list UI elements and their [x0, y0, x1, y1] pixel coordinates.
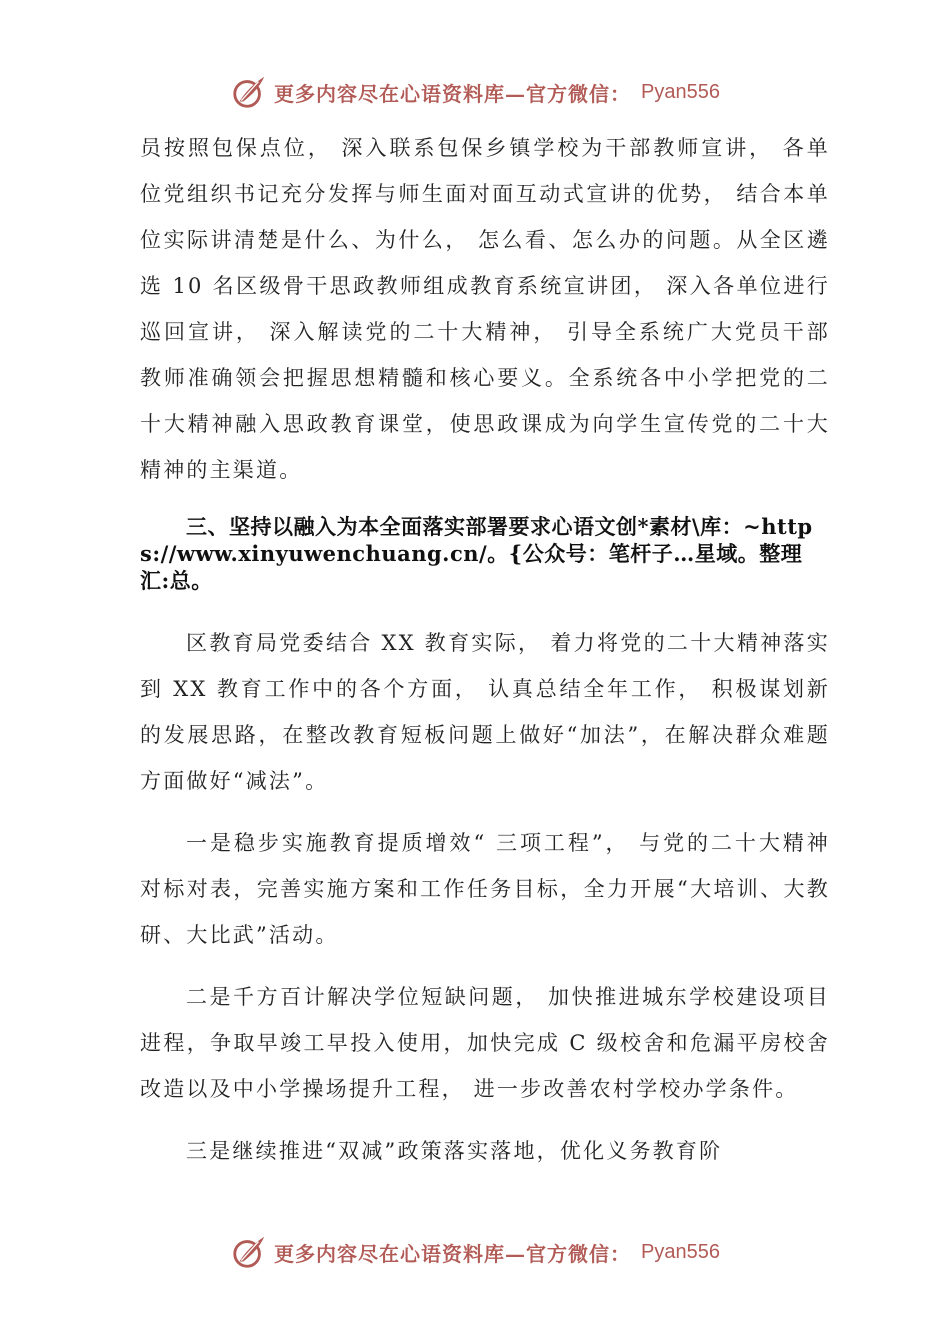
- watermark-footer: [0, 1232, 950, 1272]
- quill-logo-icon: [230, 73, 268, 111]
- document-body: [140, 125, 830, 1174]
- quill-logo-icon: [230, 1233, 268, 1271]
- watermark-header: [0, 72, 950, 112]
- paragraph: 一是稳步实施教育提质增效“ 三项工程”， 与党的二十大精神对标对表，完善实施方案和工作任务目标，全力开展“大培训、大教研、大比武”活动。: [140, 831, 830, 947]
- section-heading: 三、坚持以融入为本全面落实部署要求心语文创*素材\库：~https://www.xinyuwenchuang.cn/。{公众号：笔杆子…星域。整理汇:总。: [140, 514, 813, 593]
- watermark-text: 更多内容尽在心语资料库—官方微信：: [274, 1241, 632, 1266]
- paragraph: 二是千方百计解决学位短缺问题， 加快推进城东学校建设项目进程，争取早竣工早投入使用，加快完成 C 级校舍和危漏平房校舍改造以及中小学操场提升工程， 进一步改善农村学校办学条件。: [140, 985, 830, 1101]
- watermark-wechat-id: Pyan556: [641, 80, 720, 103]
- paragraph: 区教育局党委结合 XX 教育实际， 着力将党的二十大精神落实到 XX 教育工作中的各个方面， 认真总结全年工作， 积极谋划新的发展思路，在整改教育短板问题上做好“加法”，在解决群众难题方面做好“减法”。: [140, 631, 830, 793]
- paragraph: 三是继续推进“双减”政策落实落地，优化义务教育阶: [186, 1139, 723, 1163]
- watermark-wechat-id: Pyan556: [641, 1240, 720, 1263]
- watermark-text: 更多内容尽在心语资料库—官方微信：: [274, 81, 632, 106]
- paragraph-continued: 员按照包保点位， 深入联系包保乡镇学校为干部教师宣讲， 各单位党组织书记充分发挥与师生面对面互动式宣讲的优势， 结合本单位实际讲清楚是什么、为什么， 怎么看、怎么办的问题。从全区遴选 10 名区级骨干思政教师组成教育系统宣讲团， 深入各单位进行巡回宣讲， 深入解读党的二十大精神， 引导全系统广大党员干部教师准确领会把握思想精髓和核心要义。全系统各中小学把党的二十大精神融入思政教育课堂，使思政课成为向学生宣传党的二十大精神的主渠道。: [140, 136, 830, 482]
